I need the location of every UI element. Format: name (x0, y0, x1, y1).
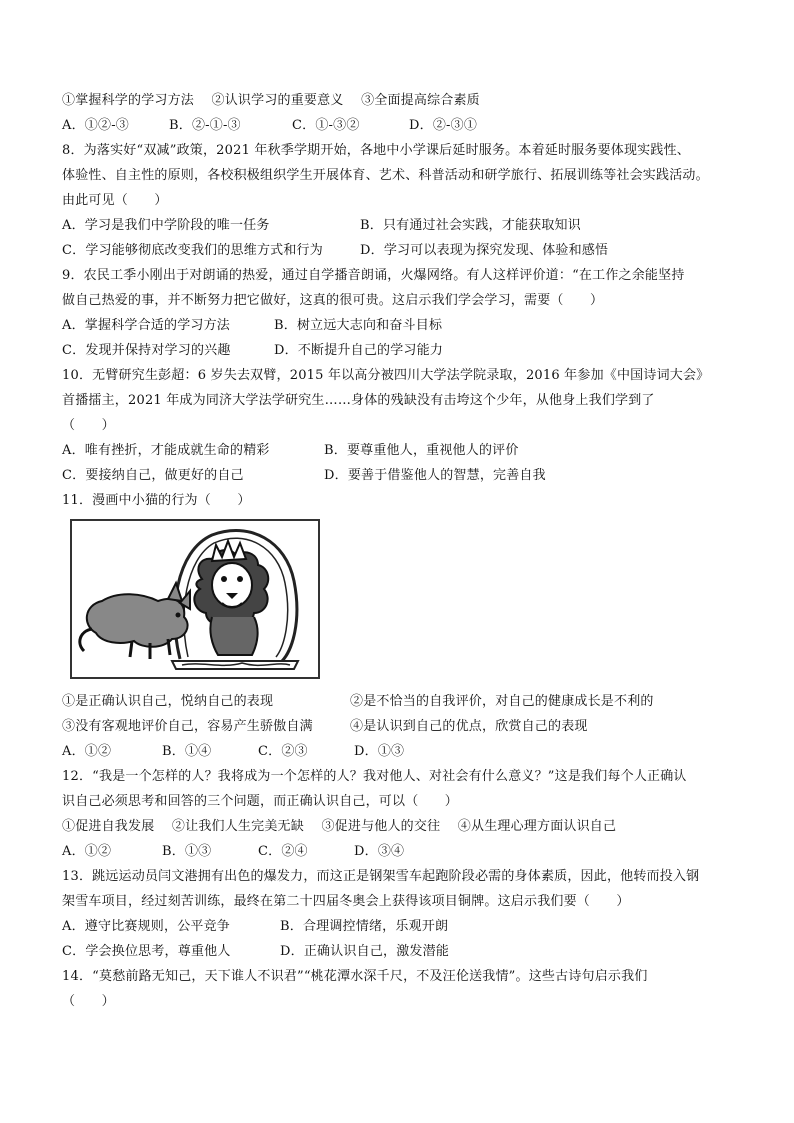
q11-statement-2: ②是不恰当的自我评价，对自己的健康成长是不利的 (350, 694, 654, 709)
q11-option-a[interactable]: A．①② (62, 744, 112, 759)
q7-option-d[interactable]: D．②-③① (409, 118, 478, 133)
q10-option-b[interactable]: B．要尊重他人，重视他人的评价 (324, 443, 519, 458)
q9-option-d[interactable]: D．不断提升自己的学习能力 (274, 343, 444, 358)
q7-options (62, 113, 742, 138)
q11-statement-3: ③没有客观地评价自己，容易产生骄傲自满 (62, 719, 313, 734)
q9-stem: 9．农民工季小刚出于对朗诵的热爱，通过自学播音朗诵，火爆网络。有人这样评价道：“在工作之余能坚持 (62, 268, 685, 283)
q10-options-row1 (62, 438, 742, 463)
q10-options-row2 (62, 463, 742, 488)
q12-statements: ①促进自我发展 ②让我们人生完美无缺 ③促进与他人的交往 ④从生理心理方面认识自己 (62, 819, 617, 834)
q13-option-b[interactable]: B．合理调控情绪，乐观开朗 (280, 919, 449, 934)
q9-stem-2: 做自己热爱的事，并不断努力把它做好，这真的很可贵。这启示我们学会学习，需要（ ） (62, 293, 604, 308)
q12-stem: 12．“我是一个怎样的人？我将成为一个怎样的人？我对他人、对社会有什么意义？”这是我们每个人正确认 (62, 769, 687, 784)
cat-lion-mirror-illustration (72, 521, 318, 677)
q13-option-d[interactable]: D．正确认识自己，激发潜能 (280, 944, 450, 959)
q7-option-c[interactable]: C．①-③② (292, 118, 360, 133)
q11-statements-row1 (62, 689, 742, 714)
q14-stem: 14．“莫愁前路无知己，天下谁人不识君”“桃花潭水深千尺，不及汪伦送我情”。这些古诗句启示我们 (62, 969, 648, 984)
q7-option-b[interactable]: B．②-①-③ (169, 118, 241, 133)
q8-options-row1 (62, 213, 742, 238)
q14-stem-2: （ ） (62, 994, 115, 1009)
q8-option-c[interactable]: C．学习能够彻底改变我们的思维方式和行为 (62, 243, 323, 258)
q9-option-a[interactable]: A．掌握科学合适的学习方法 (62, 318, 230, 333)
q11-option-b[interactable]: B．①④ (162, 744, 212, 759)
q8-stem: 8．为落实好“双减”政策，2021 年秋季学期开始，各地中小学课后延时服务。本着延时服务要体现实践性、 (62, 143, 690, 158)
q11-statement-1: ①是正确认识自己，悦纳自己的表现 (62, 694, 274, 709)
q12-option-c[interactable]: C．②④ (258, 844, 308, 859)
q8-option-a[interactable]: A．学习是我们中学阶段的唯一任务 (62, 218, 270, 233)
q11-option-c[interactable]: C．②③ (258, 744, 308, 759)
q8-stem-2: 体验性、自主性的原则，各校积极组织学生开展体育、艺术、科普活动和研学旅行、拓展训练等社会实践活动。 (62, 168, 709, 183)
q10-stem: 10．无臂研究生彭超：6 岁失去双臂，2015 年以高分被四川大学法学院录取，2016 年参加《中国诗词大会》 (62, 368, 710, 383)
q13-option-c[interactable]: C．学会换位思考，尊重他人 (62, 944, 231, 959)
q10-stem-2: 首播擂主，2021 年成为同济大学法学研究生……身体的残缺没有击垮这个少年，从他身上我们学到了 (62, 393, 655, 408)
q12-options (62, 839, 742, 864)
q9-options-row1 (62, 313, 742, 338)
q10-option-a[interactable]: A．唯有挫折，才能成就生命的精彩 (62, 443, 270, 458)
q12-option-b[interactable]: B．①③ (162, 844, 212, 859)
q11-statement-4: ④是认识到自己的优点，欣赏自己的表现 (350, 719, 588, 734)
q12-option-a[interactable]: A．①② (62, 844, 112, 859)
q9-option-c[interactable]: C．发现并保持对学习的兴趣 (62, 343, 231, 358)
q11-statements-row2 (62, 714, 742, 739)
q12-stem-2: 识自己必须思考和回答的三个问题，而正确认识自己，可以（ ） (62, 794, 459, 809)
q9-options-row2 (62, 338, 742, 363)
q10-option-c[interactable]: C．要接纳自己，做更好的自己 (62, 468, 244, 483)
cartoon-image (70, 519, 320, 679)
q7-option-a[interactable]: A．①②-③ (62, 118, 129, 133)
q7-statements: ①掌握科学的学习方法 ②认识学习的重要意义 ③全面提高综合素质 (62, 93, 480, 108)
q13-option-a[interactable]: A．遵守比赛规则，公平竞争 (62, 919, 230, 934)
q10-stem-3: （ ） (62, 418, 115, 433)
q8-option-b[interactable]: B．只有通过社会实践，才能获取知识 (360, 218, 581, 233)
q13-options-row2 (62, 939, 742, 964)
q13-stem: 13．跳远运动员闫文港拥有出色的爆发力，而这正是钢架雪车起跑阶段必需的身体素质，因此，他转而投入钢 (62, 869, 700, 884)
q11-option-d[interactable]: D．①③ (354, 744, 405, 759)
q8-option-d[interactable]: D．学习可以表现为探究发现、体验和感悟 (360, 243, 609, 258)
q8-stem-3: 由此可见（ ） (62, 193, 168, 208)
q10-option-d[interactable]: D．要善于借鉴他人的智慧，完善自我 (324, 468, 546, 483)
q9-option-b[interactable]: B．树立远大志向和奋斗目标 (274, 318, 443, 333)
q11-options (62, 739, 742, 764)
q13-stem-2: 架雪车项目，经过刻苦训练，最终在第二十四届冬奥会上获得该项目铜牌。这启示我们要（ ） (62, 894, 630, 909)
q12-option-d[interactable]: D．③④ (354, 844, 405, 859)
q11-stem: 11．漫画中小猫的行为（ ） (62, 493, 251, 508)
exam-page (62, 88, 742, 1014)
q8-options-row2 (62, 238, 742, 263)
q13-options-row1 (62, 914, 742, 939)
